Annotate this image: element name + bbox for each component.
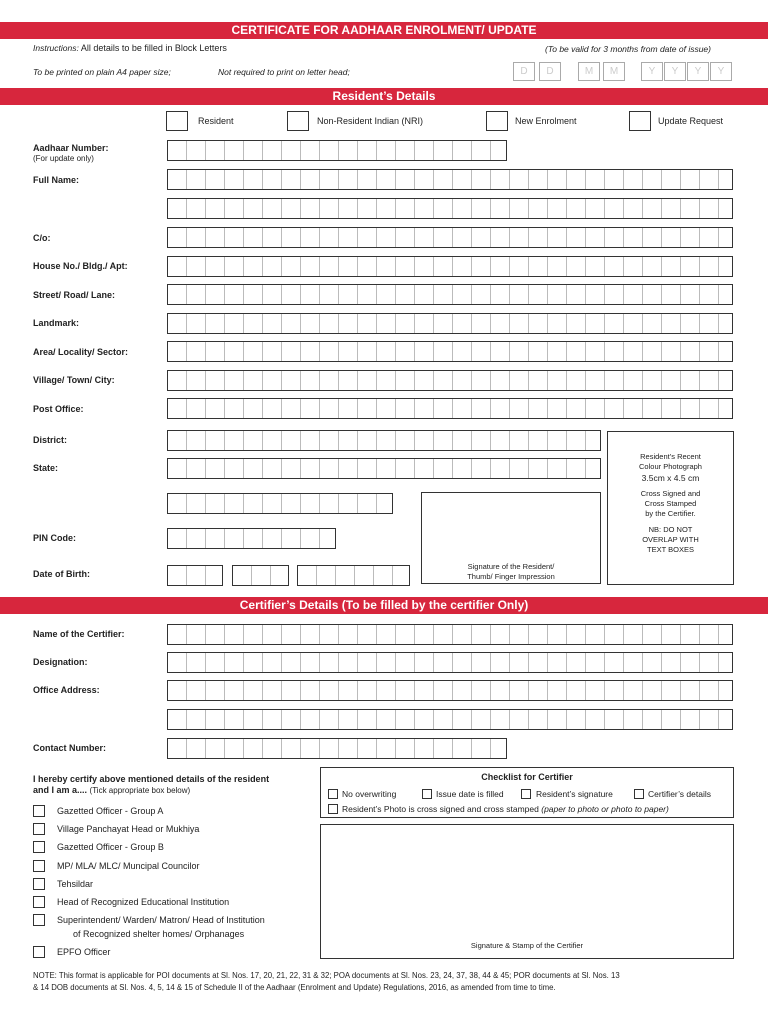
full-name-field-line-1[interactable]: [167, 169, 733, 190]
validity-note: (To be valid for 3 months from date of issue): [545, 44, 711, 54]
area-field[interactable]: [167, 341, 733, 362]
checklist-certifier-details-label: Certifier’s details: [648, 789, 711, 799]
checklist-no-overwriting-checkbox[interactable]: [328, 789, 338, 799]
village-field[interactable]: [167, 370, 733, 391]
form-title: CERTIFICATE FOR AADHAAR ENROLMENT/ UPDATE: [0, 22, 768, 39]
update-request-option-label: Update Request: [658, 116, 724, 126]
certification-statement: I hereby certify above mentioned details of the resident and I am a.... (Tick appropriate box below): [33, 774, 270, 795]
instructions: Instructions: All details to be filled in Block Letters: [33, 43, 227, 53]
checklist-photo-checkbox[interactable]: [328, 804, 338, 814]
dob-month-field[interactable]: [232, 565, 289, 586]
role-epfo-label: EPFO Officer: [57, 947, 111, 957]
role-superintendent-label-line-2: of Recognized shelter homes/ Orphanages: [73, 929, 245, 939]
role-education-head-checkbox[interactable]: [33, 896, 45, 908]
role-education-head-label: Head of Recognized Educational Institution: [57, 897, 230, 907]
certifier-name-field[interactable]: [167, 624, 733, 645]
certifier-signature-caption: Signature & Stamp of the Certifier: [470, 941, 584, 950]
care-of-label: C/o:: [33, 233, 51, 243]
checklist-photo-label: Resident’s Photo is cross signed and cross stamped (paper to photo or photo to paper): [342, 804, 669, 814]
office-address-field-line-1[interactable]: [167, 680, 733, 701]
role-epfo-checkbox[interactable]: [33, 946, 45, 958]
office-address-label: Office Address:: [33, 685, 100, 695]
print-note-letterhead: Not required to print on letter head;: [218, 67, 350, 77]
resident-section-title: Resident’s Details: [0, 88, 768, 105]
certifier-section-title: Certifier’s Details (To be filled by the certifier Only): [0, 597, 768, 614]
new-enrolment-checkbox[interactable]: [486, 111, 508, 131]
checklist-issue-date-checkbox[interactable]: [422, 789, 432, 799]
village-label: Village/ Town/ City:: [33, 375, 115, 385]
role-mp-mla-label: MP/ MLA/ MLC/ Muncipal Councilor: [57, 861, 200, 871]
contact-number-field[interactable]: [167, 738, 507, 759]
issue-date-year-2[interactable]: Y: [664, 62, 686, 81]
pin-code-label: PIN Code:: [33, 533, 77, 543]
role-panchayat-head-label: Village Panchayat Head or Mukhiya: [57, 824, 200, 834]
print-note-a4: To be printed on plain A4 paper size;: [33, 67, 171, 77]
resident-signature-caption: Signature of the Resident/ Thumb/ Finger Impression: [467, 562, 555, 581]
checklist-resident-signature-checkbox[interactable]: [521, 789, 531, 799]
new-enrolment-option-label: New Enrolment: [515, 116, 577, 126]
issue-date-day-2[interactable]: D: [539, 62, 561, 81]
state-field-line-2[interactable]: [167, 493, 393, 514]
nri-checkbox[interactable]: [287, 111, 309, 131]
aadhaar-label: Aadhaar Number: (For update only): [33, 143, 109, 163]
post-office-label: Post Office:: [33, 404, 84, 414]
designation-field[interactable]: [167, 652, 733, 673]
checklist-issue-date-label: Issue date is filled: [436, 789, 504, 799]
role-gazetted-b-checkbox[interactable]: [33, 841, 45, 853]
nri-option-label: Non-Resident Indian (NRI): [317, 116, 424, 126]
care-of-field[interactable]: [167, 227, 733, 248]
district-label: District:: [33, 435, 68, 445]
checklist-no-overwriting-label: No overwriting: [342, 789, 397, 799]
street-label: Street/ Road/ Lane:: [33, 290, 116, 300]
issue-date-day-1[interactable]: D: [513, 62, 535, 81]
pin-code-field[interactable]: [167, 528, 336, 549]
dob-day-field[interactable]: [167, 565, 223, 586]
house-field[interactable]: [167, 256, 733, 277]
footer-note: NOTE: This format is applicable for POI documents at Sl. Nos. 17, 20, 21, 22, 31 & 32; POA documents at Sl. Nos. 23, 24, 37, 38, 44 & 45; POR documents at Sl. Nos. 13 & 14 DOB documents at Sl. Nos. 4, 5, 14 & 15 of Schedule II of the Aadhaar (Enrolment and Update) Regulations, 2016, as amended from time to time.: [33, 971, 620, 992]
full-name-field-line-2[interactable]: [167, 198, 733, 219]
role-panchayat-head-checkbox[interactable]: [33, 823, 45, 835]
role-superintendent-label: Superintendent/ Warden/ Matron/ Head of Institution: [57, 915, 265, 925]
checklist-certifier-details-checkbox[interactable]: [634, 789, 644, 799]
role-tehsildar-label: Tehsildar: [57, 879, 94, 889]
certifier-signature-stamp-box[interactable]: [320, 824, 734, 959]
designation-label: Designation:: [33, 657, 88, 667]
role-gazetted-b-label: Gazetted Officer - Group B: [57, 842, 164, 852]
certifier-name-label: Name of the Certifier:: [33, 629, 125, 639]
checklist-title: Checklist for Certifier: [481, 772, 573, 782]
office-address-field-line-2[interactable]: [167, 709, 733, 730]
dob-year-field[interactable]: [297, 565, 410, 586]
resident-option-label: Resident: [198, 116, 234, 126]
resident-checkbox[interactable]: [166, 111, 188, 131]
photo-instructions: Resident’s Recent Colour Photograph 3.5cm x 4.5 cm Cross Signed and Cross Stamped by the Certifier. NB: DO NOT OVERLAP WITH TEXT BOXES: [639, 452, 702, 554]
landmark-field[interactable]: [167, 313, 733, 334]
role-mp-mla-checkbox[interactable]: [33, 860, 45, 872]
issue-date-year-4[interactable]: Y: [710, 62, 732, 81]
issue-date-year-3[interactable]: Y: [687, 62, 709, 81]
checklist-resident-signature-label: Resident’s signature: [536, 789, 613, 799]
issue-date-month-2[interactable]: M: [603, 62, 625, 81]
issue-date-year-1[interactable]: Y: [641, 62, 663, 81]
role-superintendent-checkbox[interactable]: [33, 914, 45, 926]
state-field-line-1[interactable]: [167, 458, 601, 479]
role-gazetted-a-label: Gazetted Officer - Group A: [57, 806, 164, 816]
update-request-checkbox[interactable]: [629, 111, 651, 131]
post-office-field[interactable]: [167, 398, 733, 419]
area-label: Area/ Locality/ Sector:: [33, 347, 129, 357]
house-label: House No./ Bldg./ Apt:: [33, 261, 128, 271]
role-tehsildar-checkbox[interactable]: [33, 878, 45, 890]
landmark-label: Landmark:: [33, 318, 80, 328]
street-field[interactable]: [167, 284, 733, 305]
role-gazetted-a-checkbox[interactable]: [33, 805, 45, 817]
issue-date-month-1[interactable]: M: [578, 62, 600, 81]
state-label: State:: [33, 463, 59, 473]
aadhaar-number-field[interactable]: [167, 140, 507, 161]
dob-label: Date of Birth:: [33, 569, 90, 579]
district-field[interactable]: [167, 430, 601, 451]
full-name-label: Full Name:: [33, 175, 80, 185]
contact-number-label: Contact Number:: [33, 743, 107, 753]
